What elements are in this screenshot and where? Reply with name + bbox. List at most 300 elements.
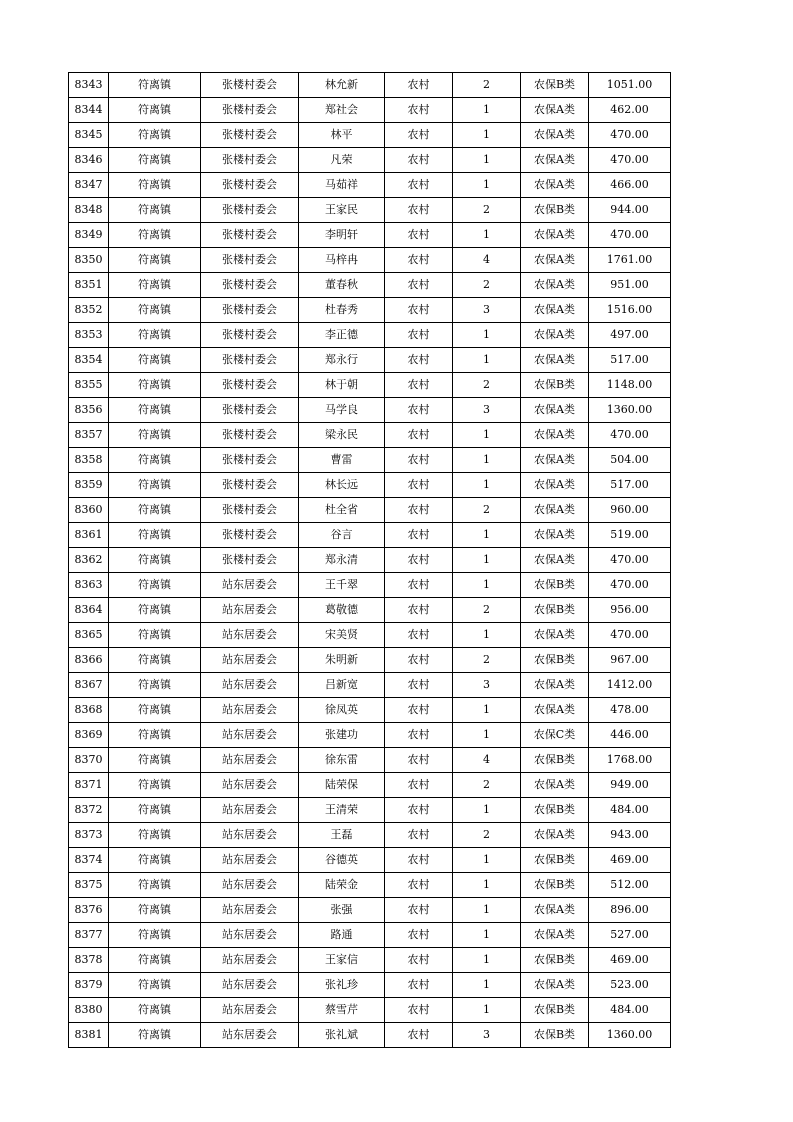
cell-amount: 1761.00 [589,248,671,273]
cell-serial: 8353 [69,323,109,348]
table-row [69,698,671,723]
cell-name: 马学良 [299,398,385,423]
cell-name: 李明轩 [299,223,385,248]
cell-name: 陆荣保 [299,773,385,798]
cell-household-type: 农村 [385,873,453,898]
cell-name: 朱明新 [299,648,385,673]
cell-serial: 8371 [69,773,109,798]
table-row [69,498,671,523]
cell-serial: 8379 [69,973,109,998]
cell-committee: 站东居委会 [201,948,299,973]
cell-household-type: 农村 [385,773,453,798]
cell-serial: 8356 [69,398,109,423]
cell-town: 符离镇 [109,773,201,798]
cell-category: 农保A类 [521,148,589,173]
cell-amount: 470.00 [589,573,671,598]
cell-town: 符离镇 [109,598,201,623]
cell-serial: 8349 [69,223,109,248]
cell-name: 徐凤英 [299,698,385,723]
cell-amount: 470.00 [589,423,671,448]
cell-member-count: 1 [453,523,521,548]
cell-committee: 张楼村委会 [201,298,299,323]
cell-committee: 张楼村委会 [201,148,299,173]
cell-amount: 960.00 [589,498,671,523]
cell-committee: 张楼村委会 [201,473,299,498]
table-row [69,98,671,123]
cell-town: 符离镇 [109,548,201,573]
cell-serial: 8364 [69,598,109,623]
cell-committee: 张楼村委会 [201,223,299,248]
cell-serial: 8360 [69,498,109,523]
cell-category: 农保A类 [521,273,589,298]
cell-serial: 8359 [69,473,109,498]
table-row [69,998,671,1023]
cell-member-count: 1 [453,448,521,473]
cell-household-type: 农村 [385,498,453,523]
cell-town: 符离镇 [109,823,201,848]
cell-committee: 张楼村委会 [201,373,299,398]
cell-serial: 8374 [69,848,109,873]
cell-town: 符离镇 [109,223,201,248]
cell-town: 符离镇 [109,448,201,473]
cell-category: 农保B类 [521,873,589,898]
cell-name: 张礼斌 [299,1023,385,1048]
cell-town: 符离镇 [109,148,201,173]
cell-town: 符离镇 [109,73,201,98]
cell-name: 曹雷 [299,448,385,473]
cell-member-count: 1 [453,148,521,173]
cell-name: 林长远 [299,473,385,498]
cell-household-type: 农村 [385,798,453,823]
table-row [69,773,671,798]
cell-household-type: 农村 [385,848,453,873]
cell-member-count: 2 [453,823,521,848]
cell-member-count: 1 [453,98,521,123]
cell-member-count: 1 [453,348,521,373]
cell-amount: 1768.00 [589,748,671,773]
cell-serial: 8373 [69,823,109,848]
table-row [69,173,671,198]
cell-committee: 站东居委会 [201,573,299,598]
cell-town: 符离镇 [109,673,201,698]
cell-category: 农保A类 [521,523,589,548]
cell-name: 马梓冉 [299,248,385,273]
cell-name: 吕新宽 [299,673,385,698]
cell-amount: 517.00 [589,348,671,373]
cell-name: 林允新 [299,73,385,98]
cell-committee: 张楼村委会 [201,448,299,473]
table-row [69,523,671,548]
cell-name: 郑永清 [299,548,385,573]
cell-name: 郑永行 [299,348,385,373]
table-row [69,923,671,948]
cell-serial: 8358 [69,448,109,473]
cell-committee: 张楼村委会 [201,198,299,223]
cell-amount: 446.00 [589,723,671,748]
cell-member-count: 1 [453,473,521,498]
table-row [69,798,671,823]
cell-category: 农保A类 [521,248,589,273]
cell-category: 农保A类 [521,398,589,423]
cell-amount: 523.00 [589,973,671,998]
cell-town: 符离镇 [109,298,201,323]
cell-name: 马茹祥 [299,173,385,198]
table-row [69,948,671,973]
cell-household-type: 农村 [385,223,453,248]
cell-amount: 470.00 [589,623,671,648]
cell-household-type: 农村 [385,723,453,748]
cell-household-type: 农村 [385,948,453,973]
cell-committee: 张楼村委会 [201,523,299,548]
cell-amount: 1051.00 [589,73,671,98]
cell-category: 农保A类 [521,448,589,473]
table-row [69,373,671,398]
cell-committee: 张楼村委会 [201,73,299,98]
cell-category: 农保B类 [521,798,589,823]
cell-household-type: 农村 [385,573,453,598]
cell-category: 农保A类 [521,173,589,198]
cell-committee: 张楼村委会 [201,348,299,373]
cell-name: 谷德英 [299,848,385,873]
cell-serial: 8365 [69,623,109,648]
cell-serial: 8346 [69,148,109,173]
cell-serial: 8351 [69,273,109,298]
table-row [69,1023,671,1048]
cell-member-count: 1 [453,923,521,948]
cell-name: 王磊 [299,823,385,848]
cell-committee: 张楼村委会 [201,248,299,273]
cell-amount: 519.00 [589,523,671,548]
cell-member-count: 2 [453,198,521,223]
cell-serial: 8370 [69,748,109,773]
cell-committee: 站东居委会 [201,648,299,673]
cell-committee: 站东居委会 [201,598,299,623]
cell-name: 杜全省 [299,498,385,523]
cell-serial: 8369 [69,723,109,748]
table-row [69,298,671,323]
cell-category: 农保B类 [521,598,589,623]
cell-town: 符离镇 [109,748,201,773]
cell-member-count: 2 [453,648,521,673]
cell-household-type: 农村 [385,423,453,448]
cell-town: 符离镇 [109,198,201,223]
cell-amount: 466.00 [589,173,671,198]
cell-committee: 张楼村委会 [201,173,299,198]
cell-member-count: 1 [453,898,521,923]
cell-household-type: 农村 [385,98,453,123]
cell-household-type: 农村 [385,198,453,223]
cell-name: 谷言 [299,523,385,548]
cell-committee: 站东居委会 [201,798,299,823]
table-row [69,348,671,373]
cell-amount: 484.00 [589,998,671,1023]
cell-amount: 512.00 [589,873,671,898]
cell-category: 农保A类 [521,98,589,123]
cell-serial: 8361 [69,523,109,548]
cell-committee: 张楼村委会 [201,423,299,448]
cell-name: 张建功 [299,723,385,748]
cell-committee: 站东居委会 [201,723,299,748]
cell-serial: 8344 [69,98,109,123]
cell-household-type: 农村 [385,548,453,573]
cell-category: 农保A类 [521,673,589,698]
cell-serial: 8345 [69,123,109,148]
cell-town: 符离镇 [109,848,201,873]
cell-town: 符离镇 [109,973,201,998]
cell-category: 农保A类 [521,348,589,373]
cell-member-count: 1 [453,698,521,723]
cell-amount: 943.00 [589,823,671,848]
cell-name: 葛敬德 [299,598,385,623]
cell-household-type: 农村 [385,923,453,948]
cell-household-type: 农村 [385,623,453,648]
cell-category: 农保B类 [521,748,589,773]
cell-household-type: 农村 [385,448,453,473]
cell-member-count: 1 [453,873,521,898]
cell-town: 符离镇 [109,123,201,148]
table-row [69,873,671,898]
cell-serial: 8381 [69,1023,109,1048]
cell-household-type: 农村 [385,148,453,173]
table-row [69,648,671,673]
cell-category: 农保B类 [521,373,589,398]
table-row [69,723,671,748]
cell-town: 符离镇 [109,523,201,548]
cell-name: 林于朝 [299,373,385,398]
cell-serial: 8366 [69,648,109,673]
cell-committee: 张楼村委会 [201,323,299,348]
cell-serial: 8375 [69,873,109,898]
cell-serial: 8376 [69,898,109,923]
cell-member-count: 1 [453,323,521,348]
cell-serial: 8378 [69,948,109,973]
cell-category: 农保B类 [521,948,589,973]
cell-category: 农保B类 [521,848,589,873]
cell-committee: 站东居委会 [201,973,299,998]
cell-member-count: 2 [453,273,521,298]
cell-town: 符离镇 [109,873,201,898]
table-row [69,423,671,448]
cell-category: 农保A类 [521,473,589,498]
cell-name: 凡荣 [299,148,385,173]
cell-name: 王清荣 [299,798,385,823]
cell-member-count: 1 [453,573,521,598]
table-row [69,273,671,298]
table-row [69,148,671,173]
roster-table [68,72,671,1048]
cell-household-type: 农村 [385,598,453,623]
cell-member-count: 1 [453,998,521,1023]
cell-name: 张礼珍 [299,973,385,998]
cell-member-count: 2 [453,373,521,398]
cell-amount: 949.00 [589,773,671,798]
table-row [69,248,671,273]
cell-committee: 站东居委会 [201,698,299,723]
cell-category: 农保A类 [521,623,589,648]
cell-serial: 8380 [69,998,109,1023]
cell-category: 农保A类 [521,698,589,723]
cell-category: 农保A类 [521,773,589,798]
cell-category: 农保B类 [521,198,589,223]
cell-amount: 470.00 [589,123,671,148]
cell-town: 符离镇 [109,623,201,648]
cell-household-type: 农村 [385,523,453,548]
cell-amount: 956.00 [589,598,671,623]
cell-category: 农保B类 [521,73,589,98]
cell-category: 农保A类 [521,923,589,948]
table-row [69,573,671,598]
table-row [69,398,671,423]
cell-town: 符离镇 [109,398,201,423]
table-row [69,223,671,248]
table-row [69,898,671,923]
cell-town: 符离镇 [109,273,201,298]
cell-household-type: 农村 [385,648,453,673]
cell-member-count: 1 [453,548,521,573]
cell-committee: 张楼村委会 [201,123,299,148]
cell-town: 符离镇 [109,248,201,273]
cell-household-type: 农村 [385,248,453,273]
table-row [69,123,671,148]
cell-committee: 站东居委会 [201,998,299,1023]
cell-member-count: 1 [453,723,521,748]
cell-member-count: 1 [453,173,521,198]
cell-committee: 张楼村委会 [201,273,299,298]
cell-member-count: 3 [453,1023,521,1048]
table-row [69,198,671,223]
cell-household-type: 农村 [385,348,453,373]
cell-household-type: 农村 [385,698,453,723]
cell-household-type: 农村 [385,173,453,198]
cell-member-count: 1 [453,948,521,973]
cell-town: 符离镇 [109,173,201,198]
cell-name: 林平 [299,123,385,148]
cell-amount: 470.00 [589,223,671,248]
cell-town: 符离镇 [109,473,201,498]
cell-category: 农保A类 [521,548,589,573]
cell-name: 宋美贤 [299,623,385,648]
cell-name: 张强 [299,898,385,923]
cell-town: 符离镇 [109,323,201,348]
cell-member-count: 2 [453,598,521,623]
cell-name: 王家信 [299,948,385,973]
cell-committee: 站东居委会 [201,873,299,898]
cell-amount: 478.00 [589,698,671,723]
cell-member-count: 4 [453,748,521,773]
cell-household-type: 农村 [385,323,453,348]
cell-household-type: 农村 [385,73,453,98]
cell-name: 徐东雷 [299,748,385,773]
cell-town: 符离镇 [109,923,201,948]
cell-household-type: 农村 [385,673,453,698]
cell-name: 王千翠 [299,573,385,598]
roster-body [69,73,671,1048]
cell-amount: 1148.00 [589,373,671,398]
cell-committee: 站东居委会 [201,848,299,873]
cell-amount: 462.00 [589,98,671,123]
cell-amount: 470.00 [589,148,671,173]
cell-serial: 8357 [69,423,109,448]
cell-category: 农保A类 [521,423,589,448]
cell-amount: 1412.00 [589,673,671,698]
cell-category: 农保C类 [521,723,589,748]
cell-household-type: 农村 [385,398,453,423]
cell-name: 梁永民 [299,423,385,448]
cell-town: 符离镇 [109,898,201,923]
cell-member-count: 4 [453,248,521,273]
cell-member-count: 2 [453,73,521,98]
cell-town: 符离镇 [109,348,201,373]
cell-member-count: 2 [453,498,521,523]
table-row [69,73,671,98]
cell-amount: 469.00 [589,948,671,973]
cell-town: 符离镇 [109,1023,201,1048]
cell-town: 符离镇 [109,723,201,748]
cell-category: 农保B类 [521,648,589,673]
cell-name: 董春秋 [299,273,385,298]
cell-amount: 896.00 [589,898,671,923]
cell-serial: 8367 [69,673,109,698]
table-row [69,323,671,348]
cell-committee: 站东居委会 [201,1023,299,1048]
cell-amount: 470.00 [589,548,671,573]
cell-serial: 8355 [69,373,109,398]
cell-serial: 8352 [69,298,109,323]
cell-amount: 1360.00 [589,1023,671,1048]
cell-committee: 张楼村委会 [201,548,299,573]
cell-name: 李正德 [299,323,385,348]
cell-town: 符离镇 [109,998,201,1023]
cell-category: 农保A类 [521,123,589,148]
cell-serial: 8348 [69,198,109,223]
cell-category: 农保A类 [521,323,589,348]
cell-member-count: 1 [453,973,521,998]
table-row [69,598,671,623]
cell-amount: 1360.00 [589,398,671,423]
cell-member-count: 1 [453,423,521,448]
cell-committee: 站东居委会 [201,673,299,698]
cell-member-count: 3 [453,298,521,323]
table-row [69,473,671,498]
cell-member-count: 1 [453,798,521,823]
cell-member-count: 1 [453,123,521,148]
cell-category: 农保B类 [521,573,589,598]
cell-member-count: 1 [453,623,521,648]
cell-category: 农保B类 [521,998,589,1023]
cell-amount: 484.00 [589,798,671,823]
cell-household-type: 农村 [385,998,453,1023]
cell-amount: 1516.00 [589,298,671,323]
cell-household-type: 农村 [385,1023,453,1048]
cell-category: 农保A类 [521,498,589,523]
cell-household-type: 农村 [385,748,453,773]
cell-name: 路通 [299,923,385,948]
cell-household-type: 农村 [385,273,453,298]
cell-category: 农保A类 [521,223,589,248]
cell-category: 农保A类 [521,298,589,323]
cell-category: 农保B类 [521,1023,589,1048]
table-row [69,673,671,698]
cell-category: 农保A类 [521,973,589,998]
cell-amount: 469.00 [589,848,671,873]
table-row [69,848,671,873]
cell-name: 郑社会 [299,98,385,123]
cell-amount: 967.00 [589,648,671,673]
cell-committee: 站东居委会 [201,748,299,773]
cell-town: 符离镇 [109,573,201,598]
cell-amount: 527.00 [589,923,671,948]
table-row [69,823,671,848]
